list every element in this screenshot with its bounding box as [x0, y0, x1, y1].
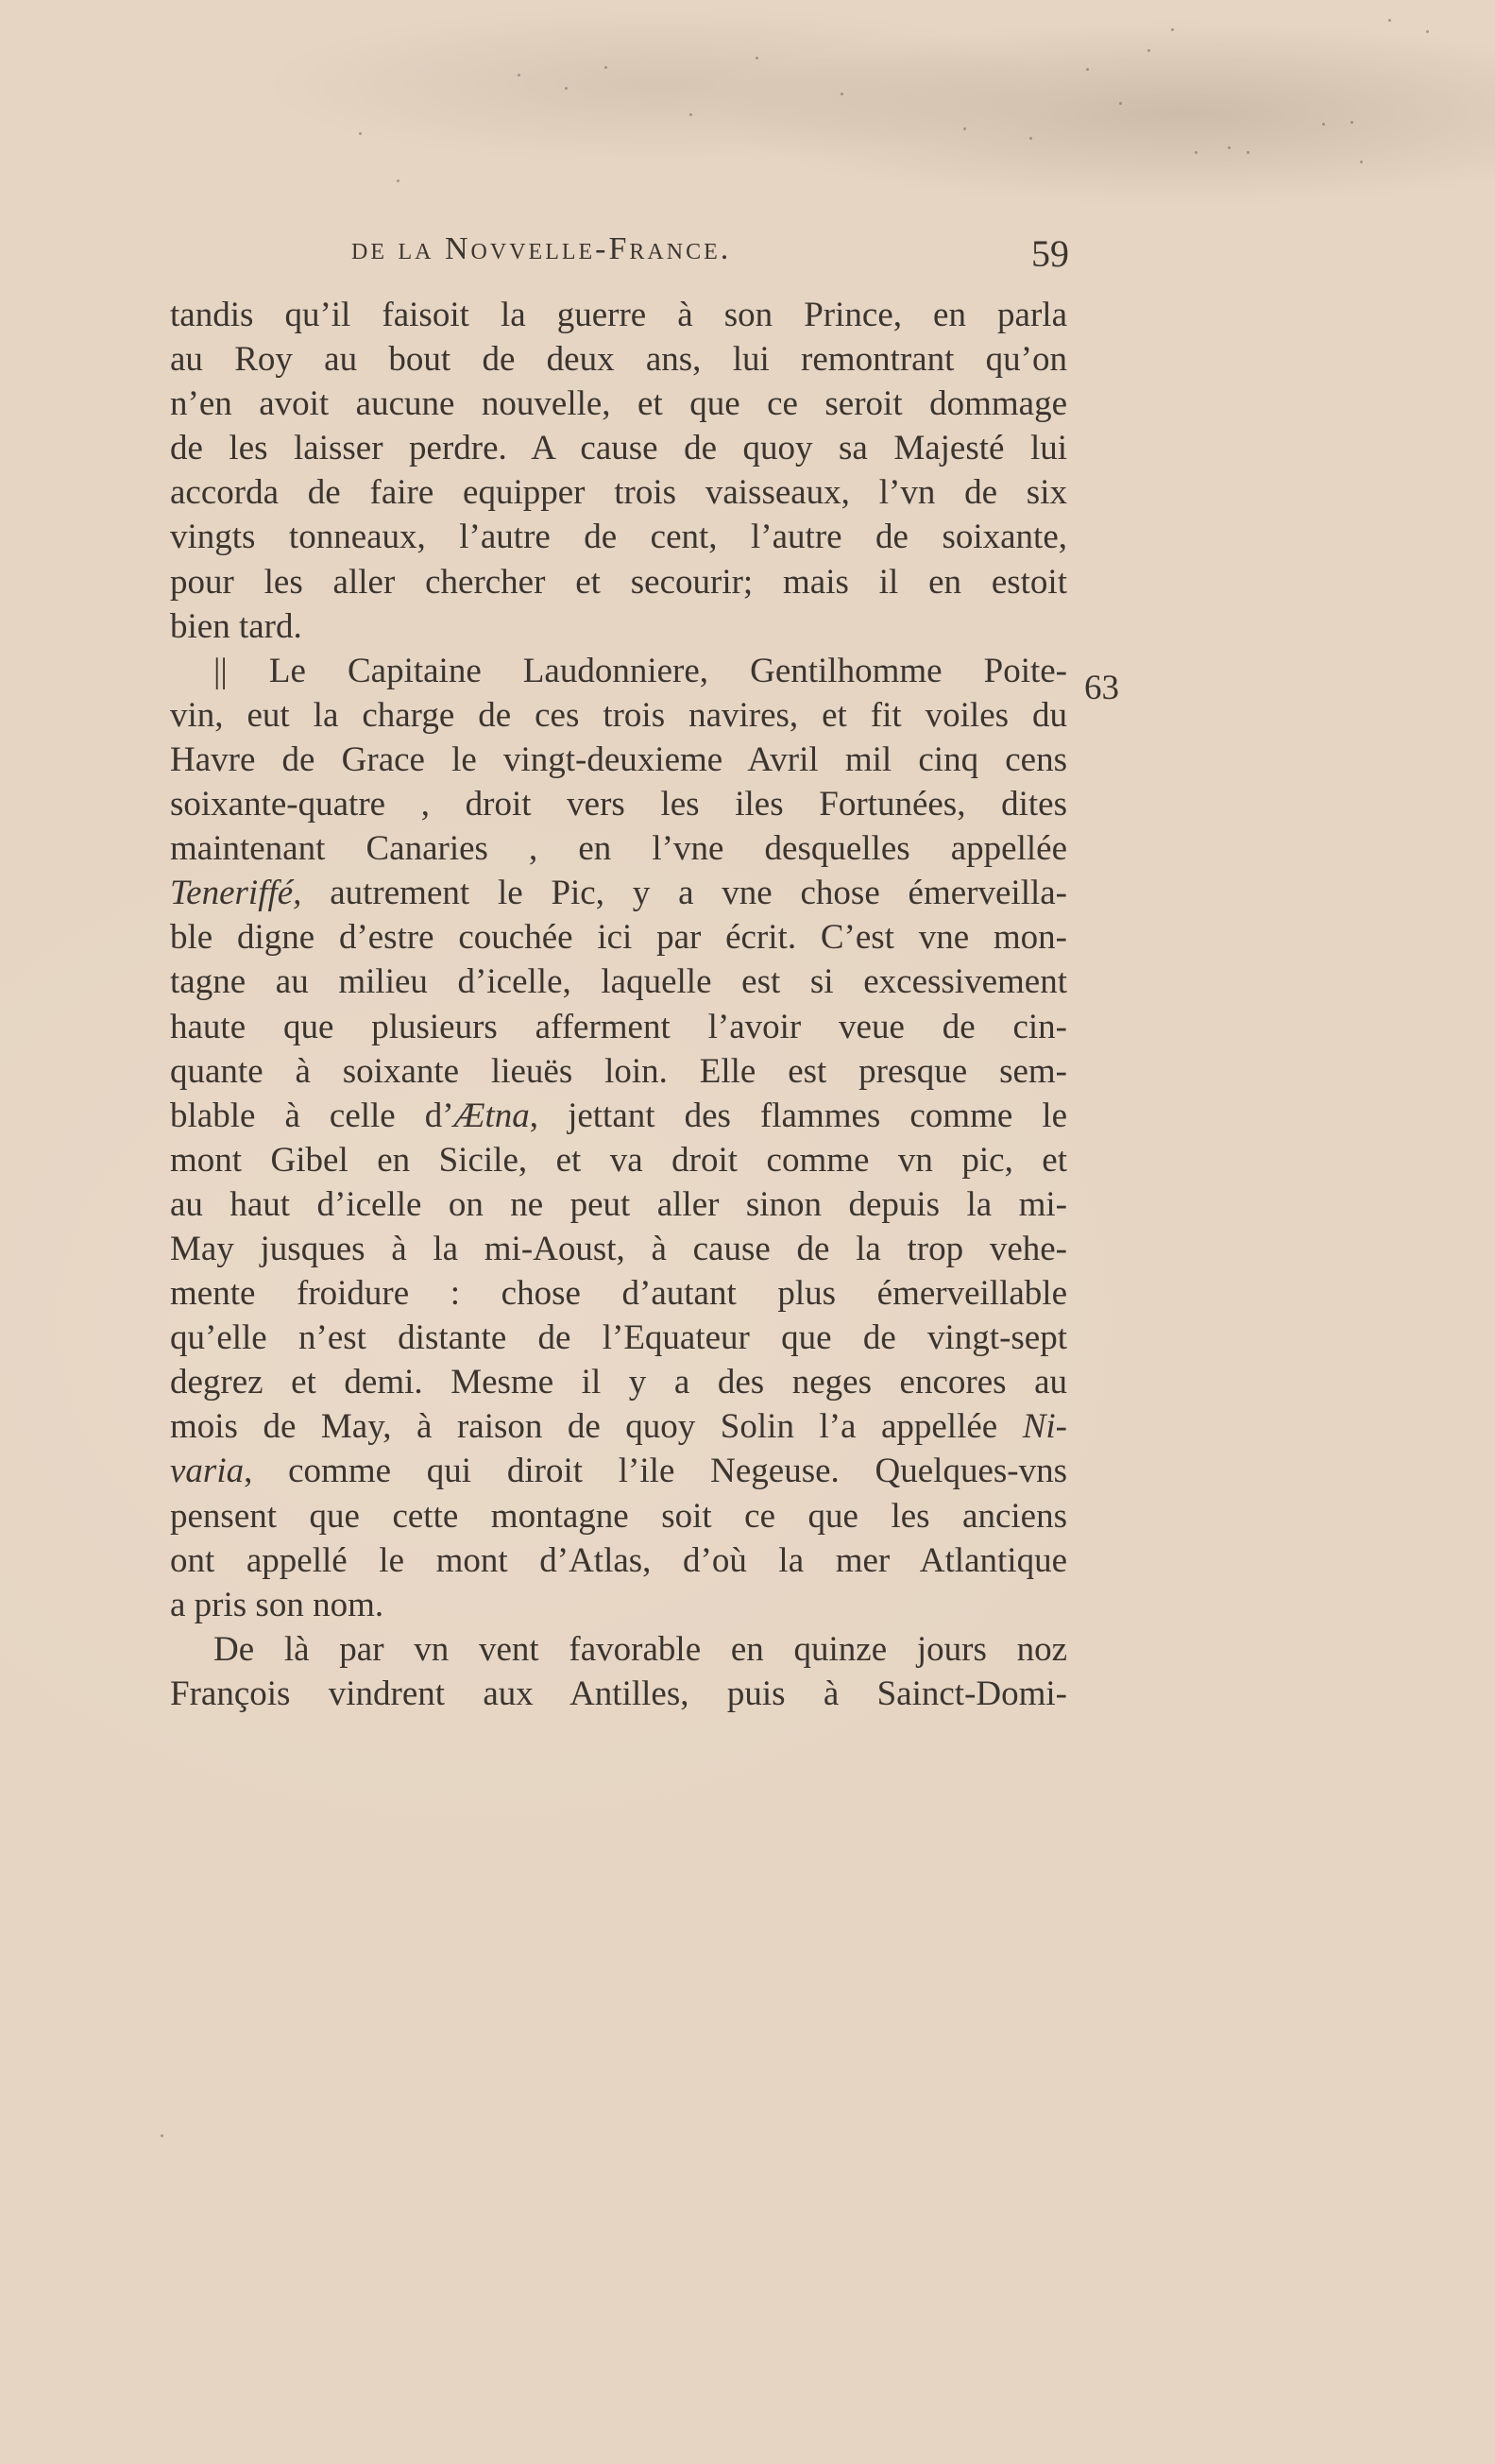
- italic-term: Ætna: [453, 1096, 530, 1135]
- text-line: au haut d’icelle on ne peut aller sinon depuis la mi-: [170, 1184, 1067, 1224]
- text-line: mois de May, à raison de quoy Solin l’a appellée Ni-: [170, 1407, 1067, 1447]
- text-line: au Roy au bout de deux ans, lui remontrant qu’on: [170, 340, 1067, 380]
- text-line: tandis qu’il faisoit la guerre à son Prince, en parla: [170, 296, 1067, 334]
- running-head-title: de la Novvelle-France.: [351, 231, 732, 266]
- text-line: || Le Capitaine Laudonniere, Gentilhomme Poite-: [213, 651, 1067, 690]
- body-text: [170, 293, 1067, 1716]
- text-line: pour les aller chercher et secourir; mais il en estoit: [170, 562, 1067, 602]
- text-line: qu’elle n’est distante de l’Equateur que de vingt-sept: [170, 1318, 1067, 1358]
- running-head: [351, 231, 1069, 280]
- text-line: a pris son nom.: [170, 1585, 384, 1624]
- text-line: vin, eut la charge de ces trois navires, et fit voiles du: [170, 695, 1067, 735]
- text-line: ont appellé le mont d’Atlas, d’où la mer Atlantique: [170, 1540, 1067, 1580]
- text-line: n’en avoit aucune nouvelle, et que ce seroit dommage: [170, 384, 1067, 424]
- italic-term: Teneriffé,: [170, 874, 302, 913]
- text-line: François vindrent aux Antilles, puis à Sainct-Domi-: [170, 1674, 1067, 1713]
- text-line: bien tard.: [170, 606, 302, 646]
- text-line: accorda de faire equipper trois vaisseaux, l’vn de six: [170, 473, 1067, 513]
- italic-term: varia: [170, 1452, 245, 1491]
- page-number: 59: [1031, 232, 1069, 275]
- text-line: pensent que cette montagne soit ce que les anciens: [170, 1496, 1067, 1536]
- text-line: ble digne d’estre couchée ici par écrit. C’est vne mon-: [170, 918, 1067, 958]
- margin-page-reference: 63: [1084, 669, 1119, 707]
- text-line: degrez et demi. Mesme il y a des neges encores au: [170, 1363, 1067, 1402]
- text-line: maintenant Canaries , en l’vne desquelles appellée: [170, 829, 1067, 869]
- text-line: Havre de Grace le vingt-deuxieme Avril mil cinq cens: [170, 739, 1067, 779]
- text-line: soixante-quatre , droit vers les iles Fortunées, dites: [170, 785, 1067, 824]
- text-line: quante à soixante lieuës loin. Elle est presque sem-: [170, 1051, 1067, 1091]
- italic-term: Ni-: [1022, 1407, 1067, 1447]
- text-line: haute que plusieurs afferment l’avoir veue de cin-: [170, 1007, 1067, 1046]
- text-line: De là par vn vent favorable en quinze jours noz: [213, 1629, 1067, 1669]
- text-line: May jusques à la mi-Aoust, à cause de la trop vehe-: [170, 1229, 1067, 1268]
- text-line: tagne au milieu d’icelle, laquelle est si excessivement: [170, 962, 1067, 1002]
- text-line: Teneriffé, autrement le Pic, y a vne chose émerveilla-: [170, 874, 1067, 913]
- text-line: vingts tonneaux, l’autre de cent, l’autre de soixante,: [170, 518, 1067, 557]
- text-line: de les laisser perdre. A cause de quoy sa Majesté lui: [170, 429, 1067, 468]
- text-line: blable à celle d’Ætna, jettant des flammes comme le: [170, 1096, 1068, 1135]
- text-line: mente froidure : chose d’autant plus émerveillable: [170, 1274, 1067, 1314]
- text-line: varia, comme qui diroit l’ile Negeuse. Quelques-vns: [170, 1452, 1067, 1491]
- text-line: mont Gibel en Sicile, et va droit comme vn pic, et: [170, 1140, 1067, 1180]
